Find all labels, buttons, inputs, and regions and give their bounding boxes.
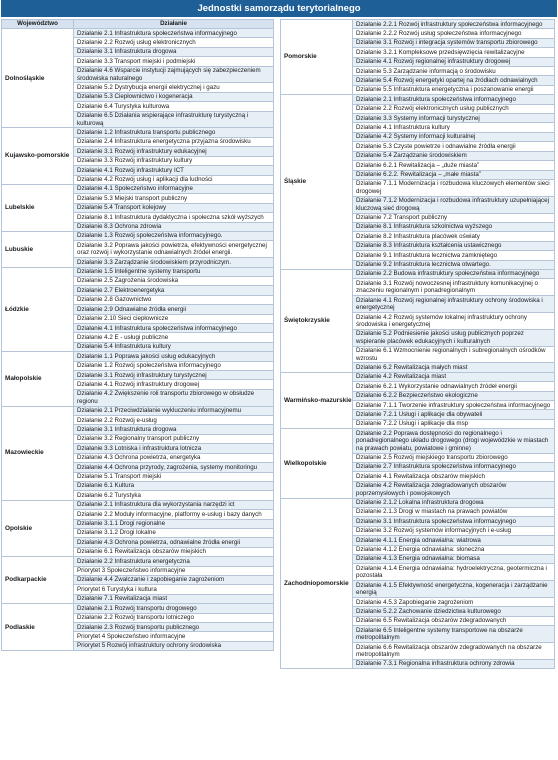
table-row	[281, 20, 555, 29]
action-cell: Działanie 4.6 Wsparcie instytucji zajmujących się zabezpieczeniem środowiska naturalnego	[74, 66, 274, 83]
action-cell: Działanie 7.1 Rewitalizacja miast	[74, 594, 274, 603]
action-cell: Działanie 4.3 Ochrona powietrza, energetyka	[74, 453, 274, 462]
left-table-body	[2, 29, 274, 651]
table-row	[281, 95, 555, 104]
action-cell: Działanie 4.1 Rozwój regionalnej infrastruktury drogowej	[353, 57, 555, 66]
action-cell: Działanie 4.1 Infrastruktura społeczeństwa informacyjnego	[74, 324, 274, 333]
region-cell: Małopolskie	[2, 352, 74, 406]
action-cell: Działanie 4.2 Rozwój usług i aplikacji dla ludności	[74, 175, 274, 184]
region-cell: Lubelskie	[2, 184, 74, 231]
action-cell: Działanie 2.1.2 Lokalna infrastruktura drogowa	[353, 498, 555, 507]
action-cell: Działanie 4.1.5 Efektywność energetyczna, kogeneracja i zarządzanie energią	[353, 581, 555, 598]
action-cell: Działanie 9.1 Infrastruktura lecznictwa zamkniętego	[353, 251, 555, 260]
action-cell: Działanie 6.2.1 Wykorzystanie odnawialnych źródeł energii	[353, 382, 555, 391]
table-row	[281, 269, 555, 278]
table-row	[281, 372, 555, 381]
action-cell: Działanie 2.3 Rozwój transportu publicznego	[74, 623, 274, 632]
action-cell: Działanie 5.4 Transport kolejowy	[74, 203, 274, 212]
action-cell: Działanie 4.1 Rewitalizacja obszarów miejskich	[353, 472, 555, 481]
action-cell: Działanie 1.2 Infrastruktura transportu publicznego	[74, 128, 274, 137]
action-cell: Priorytet 6 Turystyka i kultura	[74, 585, 274, 594]
region-cell: Podlaskie	[2, 604, 74, 651]
action-cell: Priorytet 5 Rozwój infrastruktury ochrony środowiska	[74, 641, 274, 650]
action-cell: Działanie 2.4 Infrastruktura energetyczna przyjazna środowisku	[74, 137, 274, 146]
action-cell: Działanie 3.1.2 Drogi lokalne	[74, 528, 274, 537]
action-cell: Działanie 2.10 Sieci ciepłownicze	[74, 314, 274, 323]
region-cell: Świętokrzyskie	[281, 269, 353, 372]
action-cell: Działanie 2.1 Przeciwdziałanie wykluczeniu informacyjnemu	[74, 406, 274, 415]
action-cell: Działanie 7.3.1 Regionalna infrastruktura ochrony zdrowia	[353, 659, 555, 668]
right-table	[280, 19, 555, 669]
action-cell: Działanie 3.1 Infrastruktura drogowa	[74, 425, 274, 434]
action-cell: Działanie 4.1 Rozwój infrastruktury drogowej	[74, 380, 274, 389]
action-cell: Działanie 4.1 Infrastruktura kultury	[353, 123, 555, 132]
table-row	[2, 557, 274, 566]
action-cell: Działanie 7.1.1 Tworzenie infrastruktury społeczeństwa informacyjnego	[353, 401, 555, 410]
action-cell: Działanie 6.2 Rewitalizacja małych miast	[353, 363, 555, 372]
action-cell: Działanie 3.1 Rozwój infrastruktury edukacyjnej	[74, 147, 274, 156]
action-cell: Działanie 2.2 Budowa infrastruktury społeczeństwa informacyjnego	[353, 269, 555, 278]
action-cell: Działanie 2.2 Rozwój transportu lotniczego	[74, 613, 274, 622]
action-cell: Działanie 4.1.2 Energia odnawialna: słoneczna	[353, 545, 555, 554]
table-row	[2, 29, 274, 38]
action-cell: Działanie 3.3 Lotniska i infrastruktura lotnicza	[74, 444, 274, 453]
action-cell: Działanie 5.4 Zarządzanie środowiskiem	[353, 151, 555, 160]
region-cell: Łódzkie	[2, 267, 74, 352]
action-cell: Działanie 3.3 Zarządzanie środowiskiem przyrodniczym.	[74, 258, 274, 267]
action-cell: Działanie 6.5 Działania wspierające infrastrukturę turystyczną i kulturową	[74, 111, 274, 128]
action-cell: Działanie 2.2 Rozwój usług elektronicznych	[74, 38, 274, 47]
action-cell: Działanie 3.3 Transport miejski i podmiejski	[74, 57, 274, 66]
table-title: Jednostki samorządu terytorialnego	[1, 0, 557, 17]
region-cell: Śląskie	[281, 95, 353, 270]
action-cell: Działanie 1.2 Rozwój społeczeństwa informacyjnego	[74, 361, 274, 370]
action-cell: Działanie 5.4 Infrastruktura kultury	[74, 342, 274, 351]
table-row	[281, 429, 555, 453]
action-cell: Działanie 5.2 Dystrybucja energii elektrycznej i gazu	[74, 83, 274, 92]
action-cell: Działanie 6.5 Inteligentne systemy transportowe na obszarze metropolitalnym	[353, 626, 555, 643]
action-cell: Działanie 6.2 Turystyka	[74, 491, 274, 500]
right-column	[280, 19, 555, 669]
action-cell: Działanie 7.2 Transport publiczny	[353, 213, 555, 222]
action-cell: Działanie 8.2 Infrastruktura placówek oświaty	[353, 232, 555, 241]
action-cell: Działanie 5.3 Zarządzanie informacją o środowisku	[353, 67, 555, 76]
header-action: Działanie	[74, 20, 274, 29]
action-cell: Działanie 2.2.1 Rozwój infrastruktury społeczeństwa informacyjnego	[353, 20, 555, 29]
action-cell: Działanie 4.2 Rewitalizacja miast	[353, 372, 555, 381]
action-cell: Działanie 4.2 Zwiększenie roli transportu zbiorowego w obsłudze regionu	[74, 389, 274, 406]
action-cell: Działanie 1.3 Rozwój społeczeństwa informacyjnego.	[74, 231, 274, 240]
action-cell: Działanie 3.2.1 Kompleksowe przedsięwzięcia rewitalizacyjne	[353, 48, 555, 57]
header-region: Województwo	[2, 20, 74, 29]
action-cell: Priorytet 4 Społeczeństwo informacyjne	[74, 632, 274, 641]
action-cell: Działanie 5.4 Rozwój energetyki opartej na źródłach odnawialnych	[353, 76, 555, 85]
action-cell: Działanie 9.2 Infrastruktura lecznictwa otwartego.	[353, 260, 555, 269]
table-row	[2, 500, 274, 509]
region-cell: Dolnośląskie	[2, 29, 74, 128]
action-cell: Działanie 3.1.1 Drogi regionalne	[74, 519, 274, 528]
action-cell: Działanie 6.6 Rewitalizacja obszarów zdegradowanych na obszarze metropolitalnym	[353, 643, 555, 660]
action-cell: Działanie 3.3 Rozwój infrastruktury kultury	[74, 156, 274, 165]
action-cell: Działanie 4.3 Ochrona powietrza, odnawialne źródła energii	[74, 538, 274, 547]
action-cell: Działanie 8.3 Ochrona zdrowia	[74, 222, 274, 231]
header-row	[2, 20, 274, 29]
region-cell: Lubuskie	[2, 231, 74, 267]
action-cell: Działanie 3.1 Rozwój nowoczesnej infrastruktury komunikacyjnej o znaczeniu regionalnym i ponadregionalnym	[353, 279, 555, 296]
region-cell: Zachodniopomorskie	[281, 498, 353, 669]
action-cell: Działanie 3.1 Rozwój i integracja systemów transportu zbiorowego	[353, 38, 555, 47]
action-cell: Działanie 6.1 Rewitalizacja obszarów miejskich	[74, 547, 274, 556]
action-cell: Działanie 2.1 Infrastruktura społeczeństwa informacyjnego	[74, 29, 274, 38]
action-cell: Działanie 2.2 Poprawa dostępności do regionalnego i ponadregionalnego układu drogowego (drogi wojewódzkie w miastach na prawach powiatu, powiatowe i gminne)	[353, 429, 555, 453]
action-cell: Działanie 2.7 Elektroenergetyka	[74, 286, 274, 295]
action-cell: Działanie 2.8 Gazownictwo	[74, 295, 274, 304]
action-cell: Działanie 2.1 Infrastruktura dla wykorzystania narzędzi ict	[74, 500, 274, 509]
action-cell: Działanie 5.3 Czyste powietrze i odnawialne źródła energii	[353, 142, 555, 151]
action-cell: Działanie 2.1.3 Drogi w miastach na prawach powiatów	[353, 507, 555, 516]
action-cell: Działanie 3.3 Systemy informacji turystycznej	[353, 114, 555, 123]
action-cell: Działanie 3.2 Rozwój systemów informacyjnych i e-usług	[353, 526, 555, 535]
action-cell: Działanie 2.7 Infrastruktura społeczeństwa informacyjnego	[353, 462, 555, 471]
action-cell: Działanie 3.1 Infrastruktura społeczeństwa informacyjnego	[353, 517, 555, 526]
action-cell: Działanie 3.2 Poprawa jakości powietrza, efektywności energetycznej oraz rozwój i wykorzystanie odnawialnych źródeł energii.	[74, 241, 274, 258]
action-cell: Działanie 5.1 Transport miejski	[74, 472, 274, 481]
region-cell: Wielkopolskie	[281, 429, 353, 498]
action-cell: Działanie 7.2.2 Usługi i aplikacje dla msp	[353, 419, 555, 428]
action-cell: Działanie 2.5 Rozwój miejskiego transportu zbiorowego	[353, 453, 555, 462]
action-cell: Działanie 6.5 Rewitalizacja obszarów zdegradowanych	[353, 616, 555, 625]
action-cell: Działanie 1.5 Inteligentne systemy transportu	[74, 267, 274, 276]
region-cell: Pomorskie	[281, 20, 353, 95]
action-cell: Działanie 4.1 Rozwój regionalnej infrastruktury ochrony środowiska i energetycznej	[353, 296, 555, 313]
table-row	[2, 184, 274, 193]
action-cell: Działanie 8.1 Infrastruktura szkolnictwa wyższego	[353, 222, 555, 231]
action-cell: Działanie 6.1 Kultura	[74, 481, 274, 490]
left-column	[1, 19, 274, 669]
region-cell: Kujawsko-pomorskie	[2, 128, 74, 184]
action-cell: Działanie 2.9 Odnawialne źródła energii	[74, 305, 274, 314]
action-cell: Działanie 6.2.2. Rewitalizacja – „małe miasta”	[353, 170, 555, 179]
action-cell: Działanie 3.2 Regionalny transport publiczny	[74, 434, 274, 443]
action-cell: Działanie 4.1 Rozwój infrastruktury ICT	[74, 166, 274, 175]
action-cell: Działanie 4.2 Rewitalizacja zdegradowanych obszarów poprzemysłowych i powojskowych	[353, 481, 555, 498]
action-cell: Działanie 3.1 Infrastruktura drogowa	[74, 47, 274, 56]
action-cell: Działanie 6.1 Wzmocnienie regionalnych i subregionalnych ośrodków wzrostu	[353, 346, 555, 363]
action-cell: Działanie 5.3 Ciepłownictwo i kogeneracja	[74, 92, 274, 101]
table-row	[2, 352, 274, 361]
action-cell: Działanie 4.4 Ochrona przyrody, zagrożenia, systemy monitoringu	[74, 463, 274, 472]
table-row	[2, 231, 274, 240]
action-cell: Działanie 4.2 Rozwój systemów lokalnej infrastruktury ochrony środowiska i energetycznej	[353, 313, 555, 330]
action-cell: Działanie 6.2.1 Rewitalizacja – „duże miasta”	[353, 161, 555, 170]
action-cell: Działanie 3.1 Rozwój infrastruktury turystycznej	[74, 371, 274, 380]
action-cell: Działanie 4.5.3 Zapobieganie zagrożeniom	[353, 598, 555, 607]
action-cell: Działanie 2.2 Moduły informacyjne, platformy e-usług i bazy danych	[74, 510, 274, 519]
table-columns	[1, 19, 557, 669]
action-cell: Działanie 5.5 Infrastruktura energetyczna i poszanowanie energii	[353, 85, 555, 94]
action-cell: Działanie 2.2 Rozwój e-usług	[74, 416, 274, 425]
action-cell: Działanie 4.2 E - usługi publiczne	[74, 333, 274, 342]
table-row	[2, 267, 274, 276]
region-cell: Opolskie	[2, 500, 74, 556]
action-cell: Działanie 2.1 Rozwój transportu drogowego	[74, 604, 274, 613]
action-cell: Działanie 6.2.2 Bezpieczeństwo ekologiczne	[353, 391, 555, 400]
action-cell: Działanie 4.4 Zwalczanie i zapobieganie zagrożeniom	[74, 575, 274, 584]
action-cell: Działanie 4.1.3 Energia odnawialna: biomasa	[353, 554, 555, 563]
right-table-body	[281, 20, 555, 669]
region-cell: Podkarpackie	[2, 557, 74, 604]
action-cell: Działanie 7.2.1 Usługi i aplikacje dla obywateli	[353, 410, 555, 419]
action-cell: Działanie 2.5 Zagrożenia środowiska	[74, 276, 274, 285]
action-cell: Działanie 5.2.2 Zachowanie dziedzictwa kulturowego	[353, 607, 555, 616]
action-cell: Działanie 7.1.2 Modernizacja i rozbudowa infrastruktury uzupełniającej kluczową sieć drogową	[353, 196, 555, 213]
table-row	[281, 498, 555, 507]
table-row	[2, 406, 274, 415]
action-cell: Działanie 2.2 Infrastruktura energetyczna	[74, 557, 274, 566]
action-cell: Priorytet 3 Społeczeństwo informacyjne	[74, 566, 274, 575]
region-cell: Mazowieckie	[2, 406, 74, 500]
action-cell: Działanie 2.2 Rozwój elektronicznych usług publicznych	[353, 104, 555, 113]
table-row	[2, 128, 274, 137]
action-cell: Działanie 5.2 Podniesienie jakości usług publicznych poprzez wspieranie placówek edukacyjnych i kulturalnych	[353, 329, 555, 346]
action-cell: Działanie 4.1 Społeczeństwo informacyjne	[74, 184, 274, 193]
left-table	[1, 19, 274, 651]
action-cell: Działanie 8.1 Infrastruktura dydaktyczna i społeczna szkół wyższych	[74, 213, 274, 222]
action-cell: Działanie 8.3 Infrastruktura kształcenia ustawicznego	[353, 241, 555, 250]
action-cell: Działanie 1.1 Poprawa jakości usług edukacyjnych	[74, 352, 274, 361]
table-row	[2, 604, 274, 613]
action-cell: Działanie 5.3 Miejski transport publiczny	[74, 194, 274, 203]
action-cell: Działanie 4.1.4 Energia odnawialna: hydroelektryczna, geotermiczna i pozostała	[353, 564, 555, 581]
action-cell: Działanie 6.4 Turystyka kulturowa	[74, 102, 274, 111]
action-cell: Działanie 2.1 Infrastruktura społeczeństwa informacyjnego	[353, 95, 555, 104]
action-cell: Działanie 4.2 Systemy informacji kulturalnej	[353, 132, 555, 141]
action-cell: Działanie 7.1.1 Modernizacja i rozbudowa kluczowych elementów sieci drogowej	[353, 179, 555, 196]
action-cell: Działanie 4.1.1 Energia odnawialna: wiatrowa	[353, 536, 555, 545]
region-cell: Warmińsko-mazurskie	[281, 372, 353, 428]
action-cell: Działanie 2.2.2 Rozwój usług społeczeństwa informacyjnego	[353, 29, 555, 38]
